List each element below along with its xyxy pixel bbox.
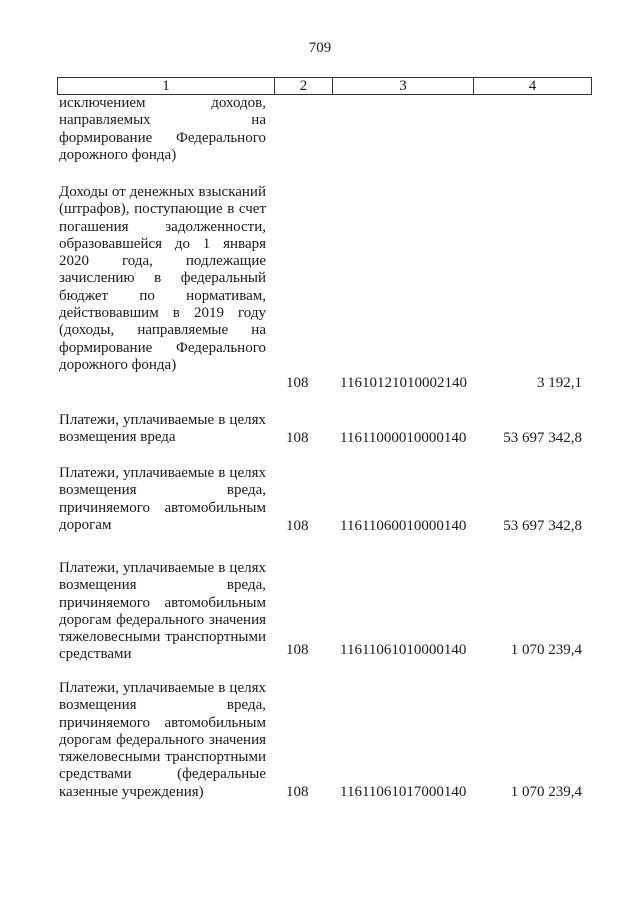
row-code: 108 — [286, 784, 309, 800]
row-amount: 53 697 342,8 — [503, 518, 582, 534]
row-kbk: 11610121010002140 — [340, 375, 467, 391]
table-header — [57, 77, 592, 95]
row-code: 108 — [286, 430, 309, 446]
header-col-1: 1 — [58, 78, 275, 95]
row-description: Платежи, уплачиваемые в целях возмещения вреда, причиняемого автомобильным дорогам федерального значения тяжеловесными транспортными средствами — [59, 560, 266, 663]
row-kbk: 11611061010000140 — [340, 642, 467, 658]
row-description: Доходы от денежных взысканий (штрафов), поступающие в счет погашения задолженности, образовавшейся до 1 января 2020 года, подлежащие зачислению в федеральный бюджет по нормативам, действовавшим в 2019 году (доходы, направляемые на формирование Федерального дорожного фонда) — [59, 184, 266, 373]
row-code: 108 — [286, 642, 309, 658]
row-description: Платежи, уплачиваемые в целях возмещения вреда, причиняемого автомобильным дорогам — [59, 465, 266, 533]
header-col-3: 3 — [333, 78, 474, 95]
header-col-4: 4 — [474, 78, 592, 95]
row-kbk: 11611061017000140 — [340, 784, 467, 800]
row-amount: 1 070 239,4 — [510, 642, 582, 658]
row-description: Платежи, уплачиваемые в целях возмещения вреда, причиняемого автомобильным дорогам федерального значения тяжеловесными транспортными средствами (федеральные казенные учреждения) — [59, 680, 266, 800]
row-amount: 53 697 342,8 — [503, 430, 582, 446]
row-code: 108 — [286, 375, 309, 391]
row-kbk: 11611000010000140 — [340, 430, 467, 446]
row-kbk: 11611060010000140 — [340, 518, 467, 534]
header-col-2: 2 — [275, 78, 333, 95]
row-amount: 1 070 239,4 — [510, 784, 582, 800]
page-number: 709 — [308, 40, 332, 56]
row-description: исключением доходов, направляемых на формирование Федерального дорожного фонда) — [59, 95, 266, 163]
row-description: Платежи, уплачиваемые в целях возмещения вреда — [59, 412, 266, 446]
row-code: 108 — [286, 518, 309, 534]
row-amount: 3 192,1 — [537, 375, 582, 391]
